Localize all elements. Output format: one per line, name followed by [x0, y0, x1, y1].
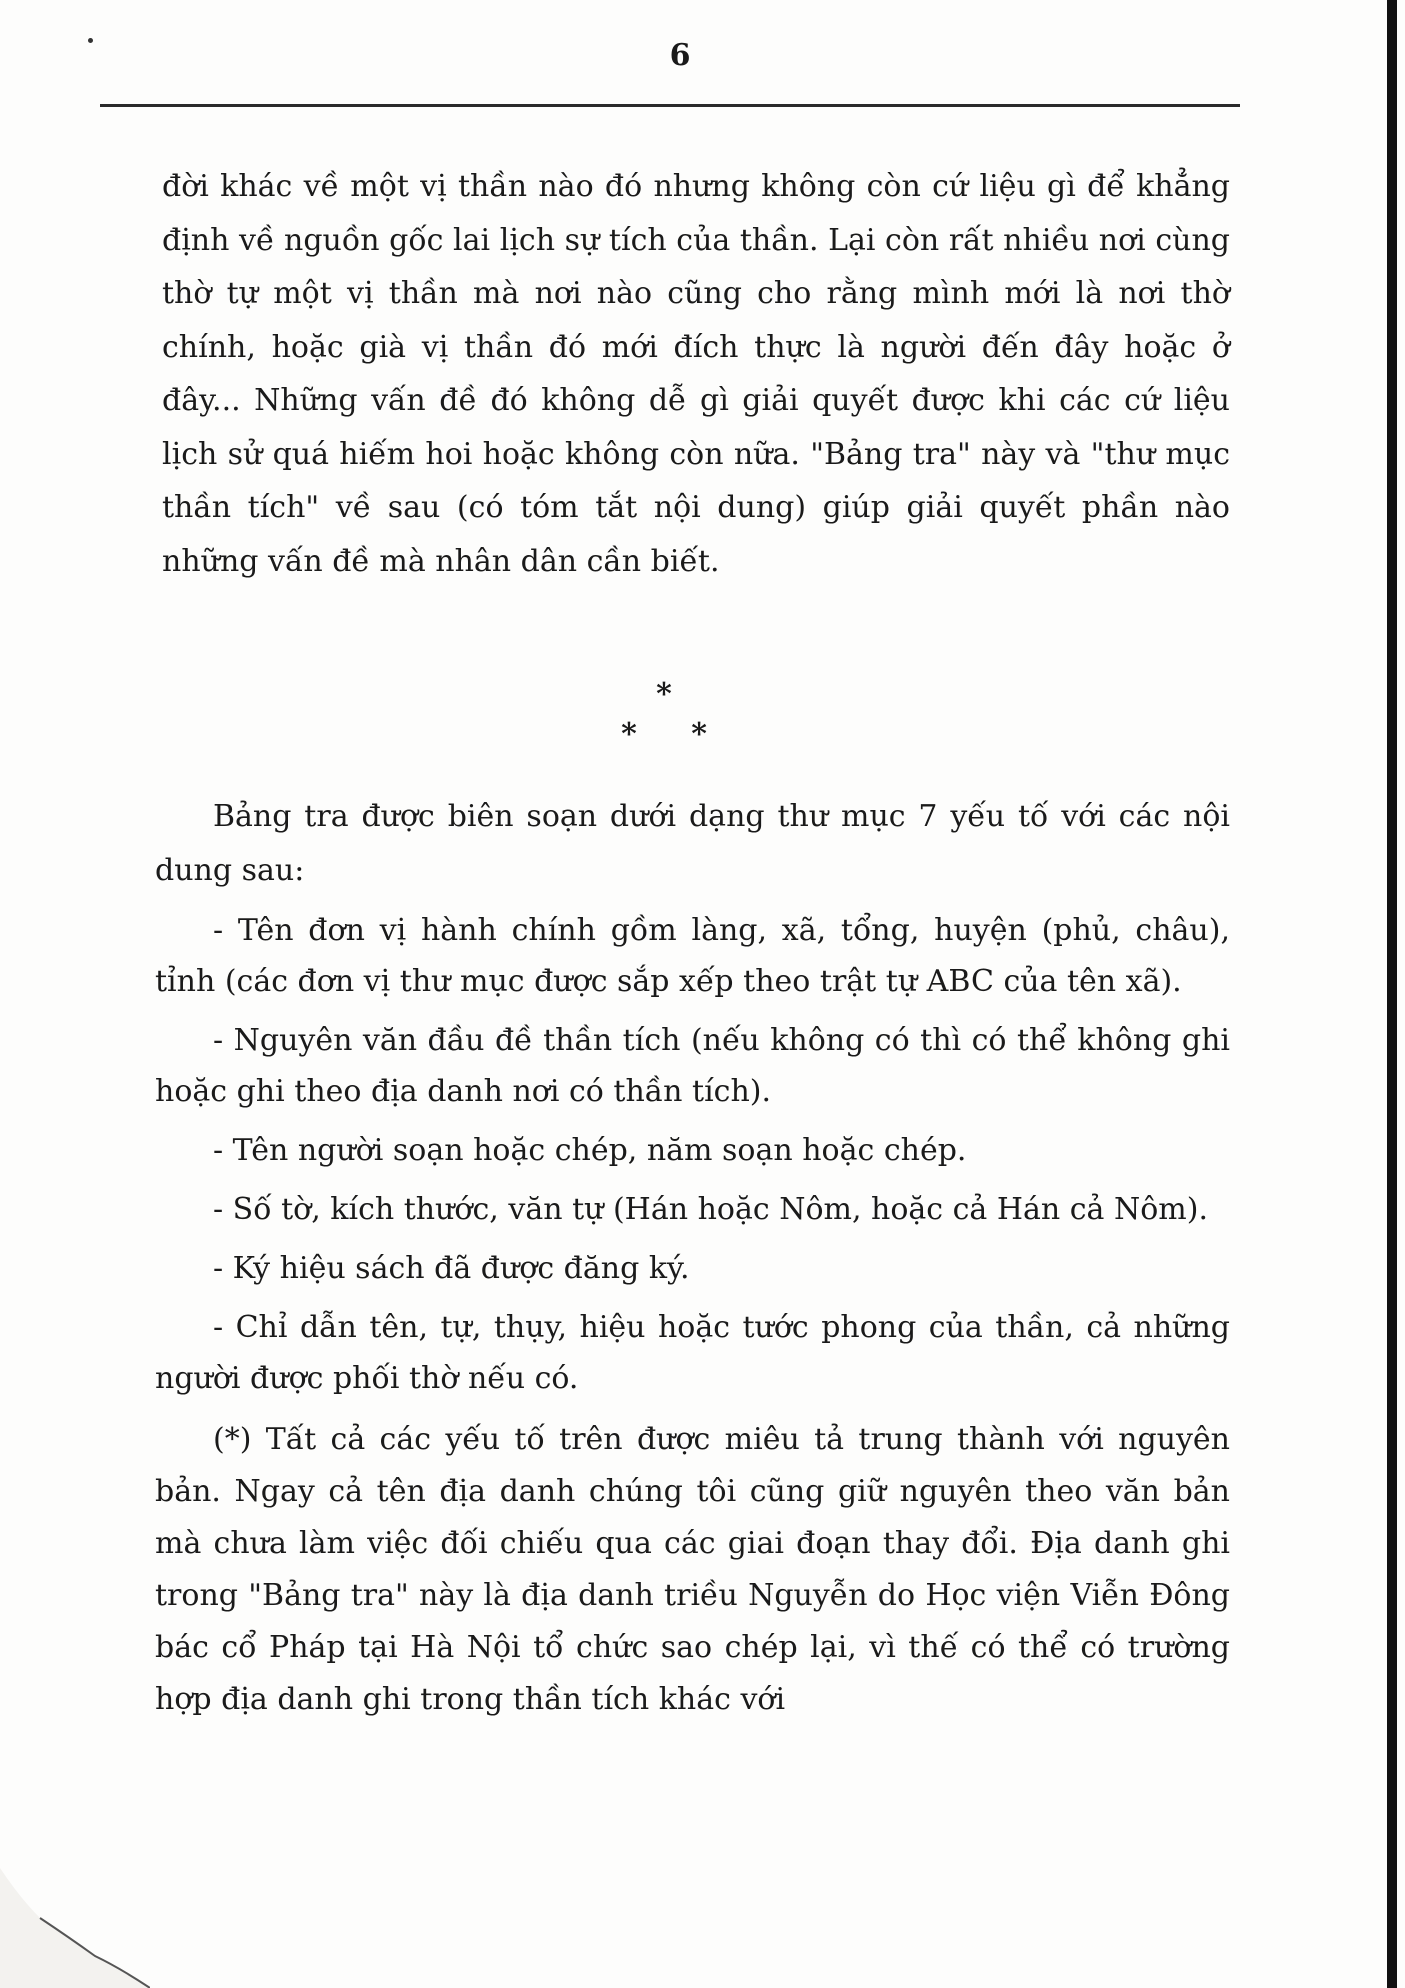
list-item: - Tên người soạn hoặc chép, năm soạn hoặc chép.: [213, 1133, 967, 1168]
page-number: 6: [669, 38, 691, 73]
footnote-paragraph: (*) Tất cả các yếu tố trên được miêu tả trung thành với nguyên bản. Ngay cả tên địa danh chúng tôi cũng giữ nguyên theo văn bản mà chưa làm việc đối chiếu qua các giai đoạn thay đổi. Địa danh ghi trong "Bảng tra" này là địa danh triều Nguyễn do Học viện Viễn Đông bác cổ Pháp tại Hà Nội tổ chức sao chép lại, vì thế có thể có trường hợp địa danh ghi trong thần tích khác với: [155, 1422, 1230, 1717]
list-item: - Nguyên văn đầu đề thần tích (nếu không có thì có thể không ghi hoặc ghi theo địa danh nơi có thần tích).: [155, 1023, 1230, 1109]
main-text: [162, 160, 1230, 588]
separator-top: *: [656, 677, 694, 712]
structure-intro: Bảng tra được biên soạn dưới dạng thư mục 7 yếu tố với các nội dung sau:: [155, 799, 1230, 888]
list-item: - Ký hiệu sách đã được đăng ký.: [213, 1251, 690, 1286]
page-edge-shadow: [1387, 0, 1397, 1988]
structure-section: [155, 790, 1230, 1726]
header-rule: [100, 104, 1240, 107]
list-item: - Chỉ dẫn tên, tự, thụy, hiệu hoặc tước phong của thần, cả những người được phối thờ nếu có.: [155, 1310, 1230, 1396]
separator-bottom: * *: [621, 717, 729, 752]
section-separator: [0, 675, 1350, 755]
torn-corner: [0, 1868, 150, 1988]
list-item: - Tên đơn vị hành chính gồm làng, xã, tổng, huyện (phủ, châu), tỉnh (các đơn vị thư mục được sắp xếp theo trật tự ABC của tên xã).: [155, 913, 1230, 999]
ink-speck: [88, 38, 93, 43]
list-item: - Số tờ, kích thước, văn tự (Hán hoặc Nôm, hoặc cả Hán cả Nôm).: [213, 1192, 1208, 1227]
intro-paragraph: đời khác về một vị thần nào đó nhưng không còn cứ liệu gì để khẳng định về nguồn gốc lai lịch sự tích của thần. Lại còn rất nhiều nơi cùng thờ tự một vị thần mà nơi nào cũng cho rằng mình mới là nơi thờ chính, hoặc già vị thần đó mới đích thực là người đến đây hoặc ở đây... Những vấn đề đó không dễ gì giải quyết được khi các cứ liệu lịch sử quá hiếm hoi hoặc không còn nữa. "Bảng tra" này và "thư mục thần tích" về sau (có tóm tắt nội dung) giúp giải quyết phần nào những vấn đề mà nhân dân cần biết.: [162, 169, 1230, 579]
